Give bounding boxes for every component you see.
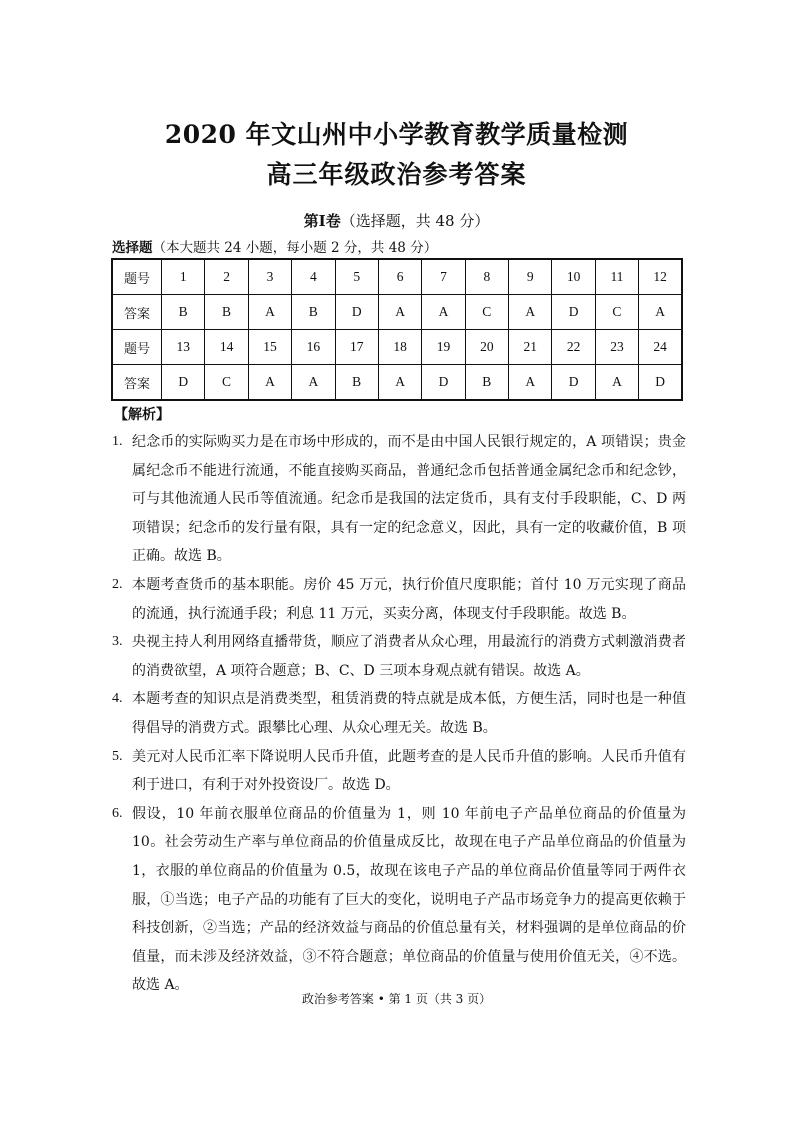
question-number: 16 [292, 330, 335, 365]
item-text: 本题考查货币的基本职能。房价 45 万元，执行价值尺度职能；首付 10 万元实现了商品的流通，执行流通手段；利息 11 万元，买卖分离，体现支付手段职能。故选 B。 [132, 576, 686, 622]
answer-cell: D [162, 365, 205, 401]
row-label-answer: 答案 [112, 365, 162, 401]
question-number: 13 [162, 330, 205, 365]
answer-cell: D [335, 295, 378, 330]
question-number: 19 [422, 330, 465, 365]
answer-cell: D [639, 365, 682, 401]
analysis-item [110, 428, 686, 571]
answer-cell: D [552, 365, 595, 401]
question-number: 24 [639, 330, 682, 365]
question-number: 2 [205, 259, 248, 295]
item-number: 6. [112, 805, 123, 821]
page-footer: 政治参考答案 • 第 1 页（共 3 页） [301, 992, 492, 1006]
section-title-rest: （选择题，共 48 分） [340, 212, 490, 230]
item-number: 5. [112, 748, 123, 764]
answer-cell: B [292, 295, 335, 330]
answer-cell: A [595, 365, 638, 401]
choice-note: （本大题共 24 小题，每小题 2 分，共 48 分） [152, 240, 438, 256]
answer-cell: D [422, 365, 465, 401]
item-text: 假设，10 年前衣服单位商品的价值量为 1，则 10 年前电子产品单位商品的价值量为 10。社会劳动生产率与单位商品的价值量成反比，故现在电子产品单位商品的价值量为 1，衣服的单位商品的价值量为 0.5，故现在该电子产品的单位商品价值量等同于两件衣服，①当选；电子产品的功能有了巨大的变化，说明电子产品市场竞争力的提高更依赖于科技创新，②当选；产品的经济效益与商品的价值总量有关，材料强调的是单位商品的价值量，而未涉及经济效益，③不符合题意；单位商品的价值量与使用价值无关，④不选。故选 A。 [132, 805, 686, 994]
analysis-item [110, 800, 686, 1000]
question-number: 18 [378, 330, 421, 365]
answer-cell: B [162, 295, 205, 330]
document-subtitle: 高三年级政治参考答案 [266, 160, 527, 189]
item-number: 2. [112, 576, 123, 592]
section-title-bold: 第Ⅰ卷 [303, 212, 341, 230]
question-number: 8 [465, 259, 508, 295]
question-row [112, 330, 682, 365]
answer-cell: C [595, 295, 638, 330]
row-label-question: 题号 [112, 259, 162, 295]
question-number: 1 [162, 259, 205, 295]
question-number: 4 [292, 259, 335, 295]
question-number: 15 [248, 330, 291, 365]
item-text: 央视主持人利用网络直播带货，顺应了消费者从众心理，用最流行的消费方式刺激消费者的消费欲望，A 项符合题意；B、C、D 三项本身观点就有错误。故选 A。 [132, 634, 686, 679]
answer-cell: A [639, 295, 682, 330]
answer-cell: C [205, 365, 248, 401]
item-number: 3. [112, 634, 123, 650]
question-number: 17 [335, 330, 378, 365]
row-label-answer: 答案 [112, 295, 162, 330]
question-number: 12 [639, 259, 682, 295]
document-title: 2020 年文山州中小学教育教学质量检测 [164, 120, 629, 149]
analysis-item [110, 743, 686, 800]
choice-intro [112, 236, 437, 256]
answer-table [111, 258, 683, 401]
answer-cell: B [335, 365, 378, 401]
row-label-question: 题号 [112, 330, 162, 365]
answer-cell: A [509, 365, 552, 401]
answer-cell: A [292, 365, 335, 401]
analysis-heading: 【解析】 [114, 407, 170, 423]
question-number: 6 [378, 259, 421, 295]
question-number: 3 [248, 259, 291, 295]
item-number: 1. [112, 434, 123, 449]
answer-cell: B [465, 365, 508, 401]
question-number: 22 [552, 330, 595, 365]
answer-cell: B [205, 295, 248, 330]
analysis-item [110, 571, 686, 628]
item-text: 纪念币的实际购买力是在市场中形成的，而不是由中国人民银行规定的，A 项错误；贵金属纪念币不能进行流通，不能直接购买商品，普通纪念币包括普通金属纪念币和纪念钞，可与其他流通人民币等值流通。纪念币是我国的法定货币，具有支付手段职能，C、D 两项错误；纪念币的发行量有限，具有一定的纪念意义，因此，具有一定的收藏价值，B 项正确。故选 B。 [132, 434, 686, 565]
answer-row [112, 365, 682, 401]
answer-cell: A [248, 365, 291, 401]
analysis-item [110, 685, 686, 742]
answer-row [112, 295, 682, 330]
analysis-item [110, 628, 686, 685]
question-number: 10 [552, 259, 595, 295]
answer-cell: A [248, 295, 291, 330]
item-text: 美元对人民币汇率下降说明人民币升值，此题考查的是人民币升值的影响。人民币升值有利于进口，有利于对外投资设厂。故选 D。 [132, 748, 686, 794]
answer-cell: A [378, 295, 421, 330]
answer-cell: D [552, 295, 595, 330]
question-row [112, 259, 682, 295]
question-number: 11 [595, 259, 638, 295]
question-number: 5 [335, 259, 378, 295]
answer-cell: C [465, 295, 508, 330]
answer-cell: A [422, 295, 465, 330]
choice-label: 选择题 [112, 240, 153, 256]
item-text: 本题考查的知识点是消费类型，租赁消费的特点就是成本低，方便生活，同时也是一种值得倡导的消费方式。跟攀比心理、从众心理无关。故选 B。 [132, 691, 686, 736]
item-number: 4. [112, 691, 123, 707]
question-number: 20 [465, 330, 508, 365]
question-number: 7 [422, 259, 465, 295]
question-number: 9 [509, 259, 552, 295]
answer-cell: A [378, 365, 421, 401]
question-number: 14 [205, 330, 248, 365]
question-number: 23 [595, 330, 638, 365]
section-title [0, 210, 793, 231]
answer-cell: A [509, 295, 552, 330]
analysis-list [110, 428, 686, 1000]
question-number: 21 [509, 330, 552, 365]
